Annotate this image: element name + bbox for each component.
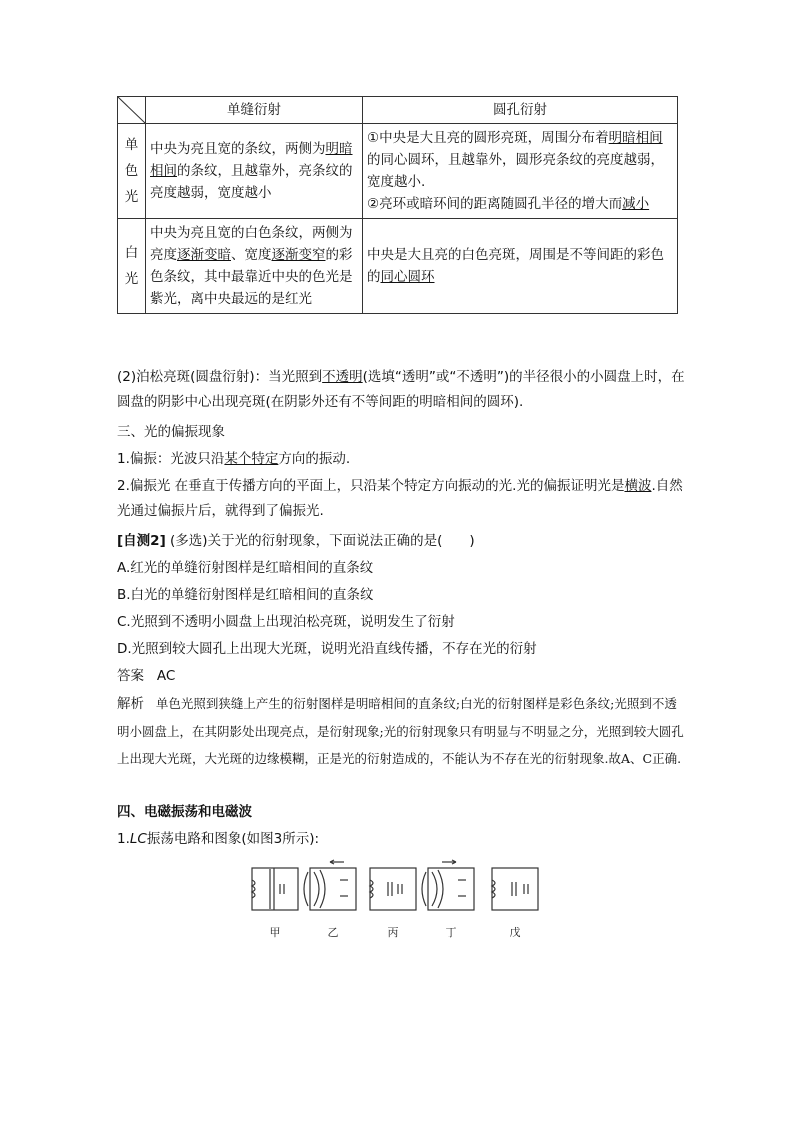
lc-oscillation-figure	[244, 856, 554, 942]
self-test-tag: [自测2]	[117, 533, 166, 549]
option-b: B.白光的单缝衍射图样是红暗相间的直条纹	[117, 587, 374, 603]
option-a: A.红光的单缝衍射图样是红暗相间的直条纹	[117, 560, 374, 576]
blank-answer: 同心圆环	[380, 269, 435, 285]
diagram-label-yi: 乙	[327, 927, 339, 939]
answer-label: 答案	[117, 668, 144, 684]
table-header-row	[118, 97, 678, 124]
option-d: D.光照到较大圆孔上出现大光斑，说明光沿直线传播，不存在光的衍射	[117, 641, 537, 657]
blank-answer: 横波	[624, 478, 652, 494]
circuit-ding	[422, 860, 474, 910]
analysis-paragraph: 解析 单色光照到狭缝上产生的衍射图样是明暗相间的直条纹;白光的衍射图样是彩色条纹;光照到不透明小圆盘上，在其阴影处出现亮点，是衍射现象;光的衍射现象只有明显与不明显之分，光照到较大圆孔上出现大光斑，大光斑的边缘模糊，正是光的衍射造成的，不能认为不存在光的衍射现象.故A、C正确.	[117, 696, 684, 766]
polarization-item-1: 1.偏振：光波只沿某个特定方向的振动.	[117, 451, 351, 467]
option-c: C.光照到不透明小圆盘上出现泊松亮斑，说明发生了衍射	[117, 614, 455, 630]
circuit-bing	[370, 868, 416, 910]
self-test-question: [自测2] (多选)关于光的衍射现象，下面说法正确的是( )	[117, 533, 475, 549]
blank-answer: 明暗相间	[150, 141, 353, 179]
lc-circuit-diagrams	[244, 856, 554, 942]
polarization-item-2: 2.偏振光 在垂直于传播方向的平面上，只沿某个特定方向振动的光.光的偏振证明光是横波.自然光通过偏振片后，就得到了偏振光.	[117, 478, 683, 519]
header-single-slit: 单缝衍射	[146, 97, 363, 124]
circuit-yi	[304, 860, 356, 910]
row-head-white-light: 白 光	[118, 219, 146, 314]
blank-answer: 某个特定	[224, 451, 279, 467]
table-row-white-light	[118, 219, 678, 314]
blank-answer: 减小	[622, 196, 650, 212]
section-4-title: 四、电磁振荡和电磁波	[117, 804, 252, 820]
cell-white-single-slit: 中央为亮且宽的白色条纹，两侧为亮度逐渐变暗、宽度逐渐变窄的彩色条纹，其中最靠近中央的色光是紫光，离中央最远的是红光	[146, 219, 363, 314]
blank-answer: 逐渐变窄	[271, 247, 326, 263]
cell-mono-circular-hole: ①中央是大且亮的圆形亮斑，周围分布着明暗相间的同心圆环，且越靠外，圆形亮条纹的亮度越弱，宽度越小. ②亮环或暗环间的距离随圆孔半径的增大而减小	[363, 124, 678, 219]
answer-line	[117, 665, 687, 687]
section-3-title: 三、光的偏振现象	[117, 424, 225, 440]
blank-answer: 逐渐变暗	[177, 247, 231, 263]
table-corner-cell	[118, 97, 146, 124]
cell-mono-single-slit: 中央为亮且宽的条纹，两侧为明暗相间的条纹，且越靠外，亮条纹的亮度越弱，宽度越小	[146, 124, 363, 219]
row-head-monochromatic: 单 色 光	[118, 124, 146, 219]
diagram-label-bing: 丙	[387, 927, 399, 939]
header-circular-hole: 圆孔衍射	[363, 97, 678, 124]
analysis-label: 解析	[117, 696, 144, 712]
blank-answer: 不透明	[322, 369, 363, 385]
diagram-label-jia: 甲	[269, 927, 281, 939]
diagram-label-ding: 丁	[445, 927, 457, 939]
diagram-label-wu: 戊	[509, 927, 521, 939]
answer-value: AC	[156, 668, 176, 684]
table-row-monochromatic	[118, 124, 678, 219]
circuit-wu	[492, 868, 538, 910]
lc-circuit-intro: 1.LC振荡电路和图象(如图3所示):	[117, 831, 320, 847]
blank-answer: 明暗相间	[608, 130, 663, 146]
diffraction-comparison-table	[117, 96, 678, 314]
cell-white-circular-hole: 中央是大且亮的白色亮斑，周围是不等间距的彩色的同心圆环	[363, 219, 678, 314]
circuit-jia	[252, 868, 298, 910]
diagonal-line	[118, 97, 145, 123]
poisson-spot-paragraph: (2)泊松亮斑(圆盘衍射)：当光照到不透明(选填“透明”或“不透明”)的半径很小的小圆盘上时，在圆盘的阴影中心出现亮斑(在阴影外还有不等间距的明暗相间的圆环).	[117, 369, 685, 410]
